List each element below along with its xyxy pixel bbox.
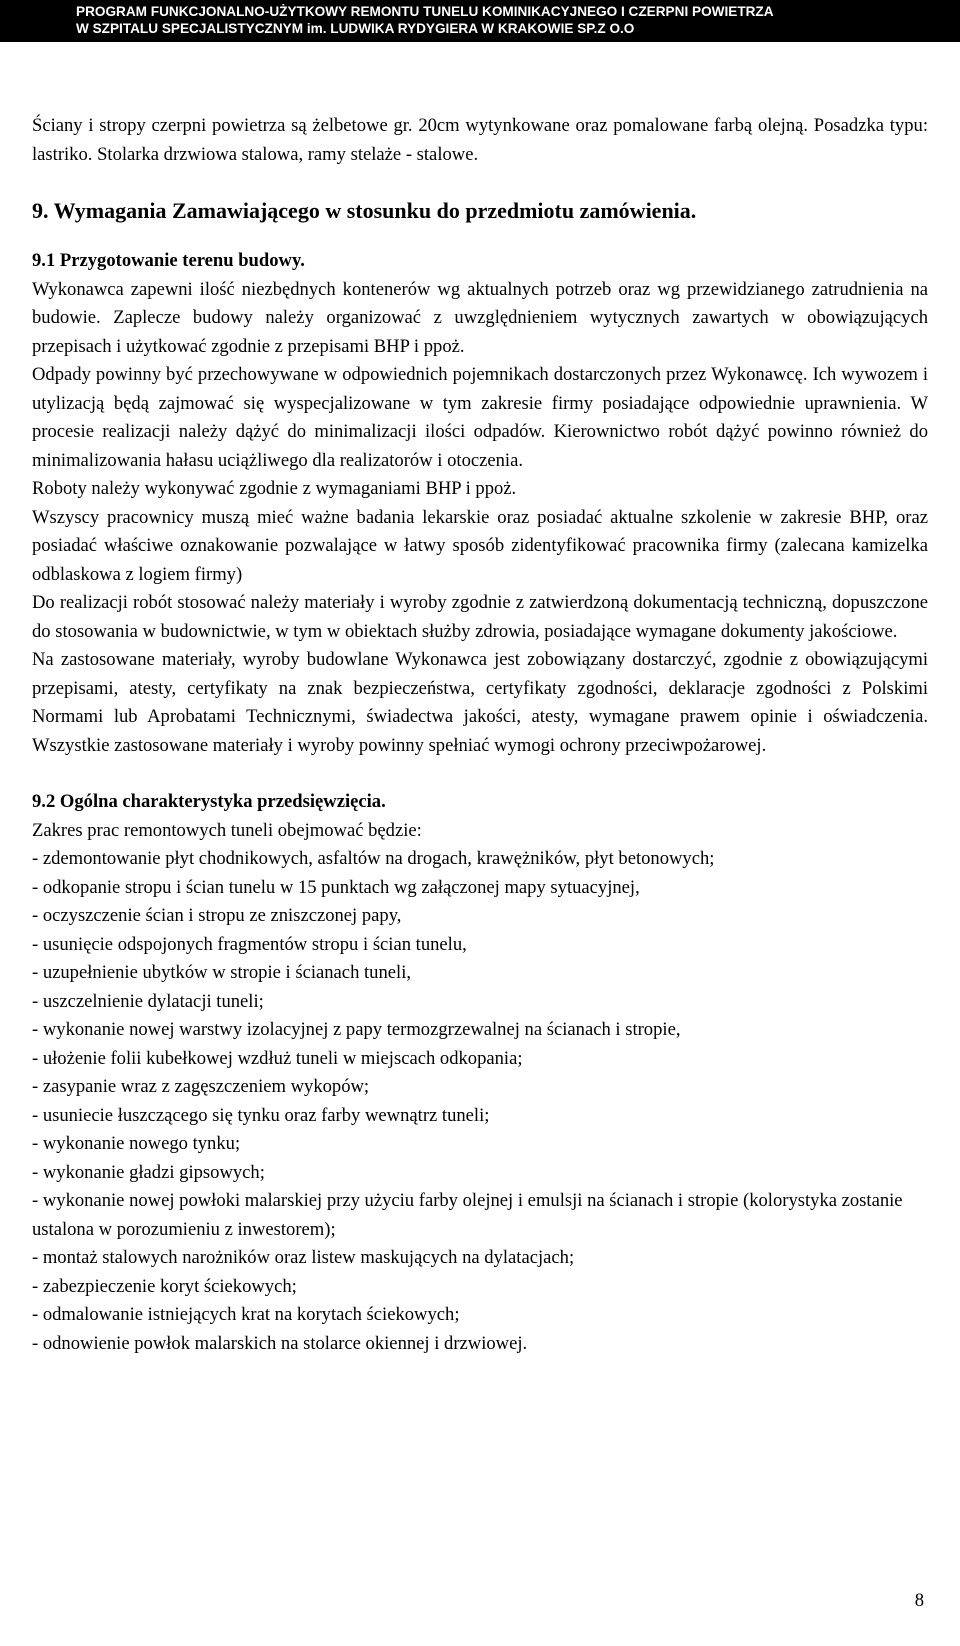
list-item: - montaż stalowych narożników oraz listew maskujących na dylatacjach; bbox=[32, 1247, 575, 1268]
section-9-1-title: 9.1 Przygotowanie terenu budowy. bbox=[32, 250, 305, 271]
s91-paragraph: Roboty należy wykonywać zgodnie z wymaganiami BHP i ppoż. bbox=[32, 478, 517, 499]
list-item: - odmalowanie istniejących krat na korytach ściekowych; bbox=[32, 1304, 460, 1325]
list-item: - wykonanie nowego tynku; bbox=[32, 1133, 241, 1154]
list-item: - usunięcie odspojonych fragmentów stropu i ścian tunelu, bbox=[32, 933, 467, 955]
section-9-2-title: 9.2 Ogólna charakterystyka przedsięwzięcia. bbox=[32, 791, 386, 812]
work-scope-list bbox=[32, 845, 928, 1358]
s91-paragraph: Na zastosowane materiały, wyroby budowlane Wykonawca jest zobowiązany dostarczyć, zgodnie z obowiązującymi przepisami, atesty, certyfikaty na znak bezpieczeństwa, certyfikaty zgodności, deklaracje zgodności z Polskimi Normami lub Aprobatami Technicznymi, świadectwa jakości, atesty, wymagane prawem opinie i oświadczenia. Wszystkie zastosowane materiały i wyroby powinny spełniać wymogi ochrony przeciwpożarowej. bbox=[32, 649, 928, 756]
list-item: - wykonanie gładzi gipsowych; bbox=[32, 1161, 265, 1183]
document-body bbox=[32, 112, 928, 1358]
s91-paragraph: Wykonawca zapewni ilość niezbędnych kontenerów wg aktualnych potrzeb oraz wg przewidzianego zatrudnienia na budowie. Zaplecze budowy należy organizować z uwzględnieniem wytycznych zawartych w obowiązujących przepisach i użytkować zgodnie z przepisami BHP i ppoż. bbox=[32, 278, 928, 357]
list-item: - uszczelnienie dylatacji tuneli; bbox=[32, 990, 264, 1012]
list-item: - usuniecie łuszczącego się tynku oraz farby wewnątrz tuneli; bbox=[32, 1104, 490, 1126]
page-header bbox=[0, 0, 960, 42]
s91-paragraph: Wszyscy pracownicy muszą mieć ważne badania lekarskie oraz posiadać aktualne szkolenie w zakresie BHP, oraz posiadać właściwe oznakowanie pozwalające w łatwy sposób zidentyfikować pracownika firmy (zalecana kamizelka odblaskowa z logiem firmy) bbox=[32, 506, 928, 585]
header-line-1: PROGRAM FUNKCJONALNO-UŻYTKOWY REMONTU TUNELU KOMINIKACYJNEGO I CZERPNI POWIETRZA bbox=[76, 4, 774, 19]
s92-intro: Zakres prac remontowych tuneli obejmować będzie: bbox=[32, 819, 422, 841]
list-item: - odnowienie powłok malarskich na stolarce okiennej i drzwiowej. bbox=[32, 1332, 528, 1354]
spacer bbox=[32, 760, 928, 788]
spacer bbox=[32, 225, 928, 247]
s91-paragraph: Do realizacji robót stosować należy materiały i wyroby zgodnie z zatwierdzoną dokumentacją techniczną, dopuszczone do stosowania w budownictwie, w tym w obiektach służby zdrowia, posiadające wymagane dokumenty jakościowe. bbox=[32, 592, 928, 642]
list-item: - oczyszczenie ścian i stropu ze zniszczonej papy, bbox=[32, 905, 402, 926]
spacer bbox=[32, 169, 928, 197]
header-line-2: W SZPITALU SPECJALISTYCZNYM im. LUDWIKA RYDYGIERA W KRAKOWIE SP.Z O.O bbox=[76, 21, 635, 36]
intro-paragraph: Ściany i stropy czerpni powietrza są żelbetowe gr. 20cm wytynkowane oraz pomalowane farbą olejną. Posadzka typu: lastriko. Stolarka drzwiowa stalowa, ramy stelaże - stalowe. bbox=[32, 115, 928, 165]
list-item: - odkopanie stropu i ścian tunelu w 15 punktach wg załączonej mapy sytuacyjnej, bbox=[32, 876, 640, 898]
list-item: - wykonanie nowej powłoki malarskiej przy użyciu farby olejnej i emulsji na ścianach i stropie (kolorystyka zostanie ustalona w porozumieniu z inwestorem); bbox=[32, 1190, 903, 1240]
list-item: - zabezpieczenie koryt ściekowych; bbox=[32, 1275, 297, 1297]
s91-paragraph: Odpady powinny być przechowywane w odpowiednich pojemnikach dostarczonych przez Wykonawcę. Ich wywozem i utylizacją będą zajmować się wyspecjalizowane w tym zakresie firmy posiadające odpowiednie uprawnienia. W procesie realizacji należy dążyć do minimalizacji ilości odpadów. Kierownictwo robót dążyć powinno również do minimalizowania hałasu uciążliwego dla realizatorów i otoczenia. bbox=[32, 364, 928, 471]
list-item: - zasypanie wraz z zagęszczeniem wykopów; bbox=[32, 1076, 370, 1097]
section-9-title: 9. Wymagania Zamawiającego w stosunku do przedmiotu zamówienia. bbox=[32, 198, 697, 223]
list-item: - ułożenie folii kubełkowej wzdłuż tuneli w miejscach odkopania; bbox=[32, 1047, 523, 1069]
list-item: - wykonanie nowej warstwy izolacyjnej z papy termozgrzewalnej na ścianach i stropie, bbox=[32, 1019, 681, 1040]
page-number: 8 bbox=[914, 1590, 924, 1611]
list-item: - uzupełnienie ubytków w stropie i ścianach tuneli, bbox=[32, 962, 412, 983]
list-item: - zdemontowanie płyt chodnikowych, asfaltów na drogach, krawężników, płyt betonowych; bbox=[32, 848, 715, 869]
